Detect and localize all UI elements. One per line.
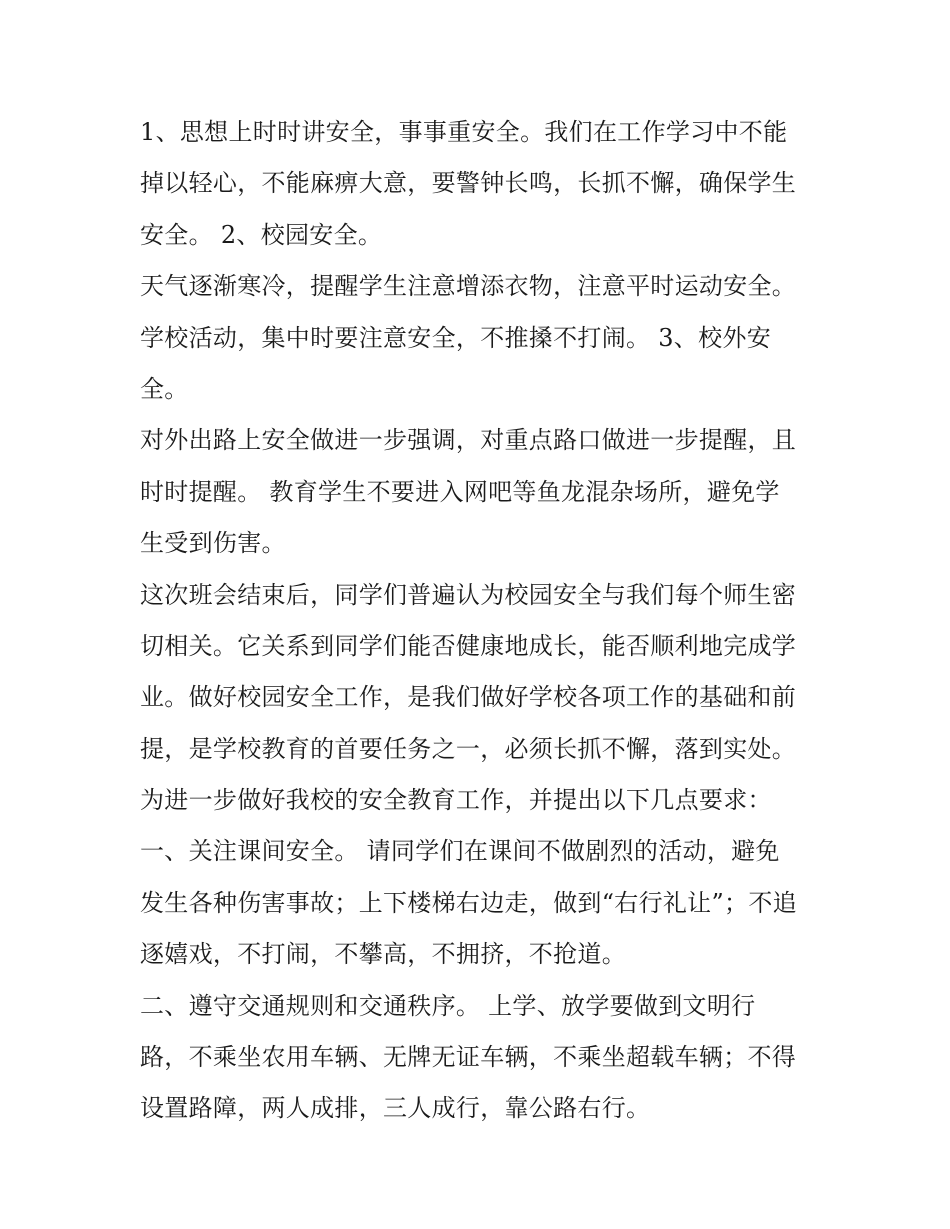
text-line: 全。 <box>140 374 189 403</box>
text-line: 时时提醒。 教育学生不要进入网吧等鱼龙混杂场所，避免学 <box>140 477 780 506</box>
text-line: 天气逐渐寒冷，提醒学生注意增添衣物，注意平时运动安全。 <box>140 272 797 301</box>
text-line: 学校活动，集中时要注意安全，不推搡不打闹。 3、校外安 <box>140 323 771 352</box>
text-line: 路，不乘坐农用车辆、无牌无证车辆，不乘坐超载车辆；不得 <box>140 1043 797 1072</box>
text-line: 逐嬉戏，不打闹，不攀高，不拥挤，不抢道。 <box>140 940 626 969</box>
text-line: 为进一步做好我校的安全教育工作，并提出以下几点要求： <box>140 786 772 815</box>
text-line: 安全。 2、校园安全。 <box>140 220 383 249</box>
text-line: 提，是学校教育的首要任务之一，必须长抓不懈，落到实处。 <box>140 734 797 763</box>
text-line: 掉以轻心，不能麻痹大意，要警钟长鸣，长抓不懈，确保学生 <box>140 169 797 198</box>
text-line: 对外出路上安全做进一步强调，对重点路口做进一步提醒，且 <box>140 426 797 455</box>
text-line: 1、思想上时时讲安全，事事重安全。我们在工作学习中不能 <box>140 118 788 146</box>
text-line: 切相关。它关系到同学们能否健康地成长，能否顺利地完成学 <box>140 631 797 660</box>
text-line: 发生各种伤害事故；上下楼梯右边走，做到“右行礼让”；不追 <box>140 888 797 917</box>
text-line: 设置路障，两人成排，三人成行，靠公路右行。 <box>140 1094 651 1123</box>
document-body <box>140 107 820 1135</box>
text-line: 二、遵守交通规则和交通秩序。 上学、放学要做到文明行 <box>140 991 756 1020</box>
text-line: 业。做好校园安全工作，是我们做好学校各项工作的基础和前 <box>140 683 797 712</box>
text-line: 一、关注课间安全。 请同学们在课间不做剧烈的活动，避免 <box>140 837 780 866</box>
text-line: 生受到伤害。 <box>140 529 286 558</box>
text-line: 这次班会结束后，同学们普遍认为校园安全与我们每个师生密 <box>140 580 797 609</box>
